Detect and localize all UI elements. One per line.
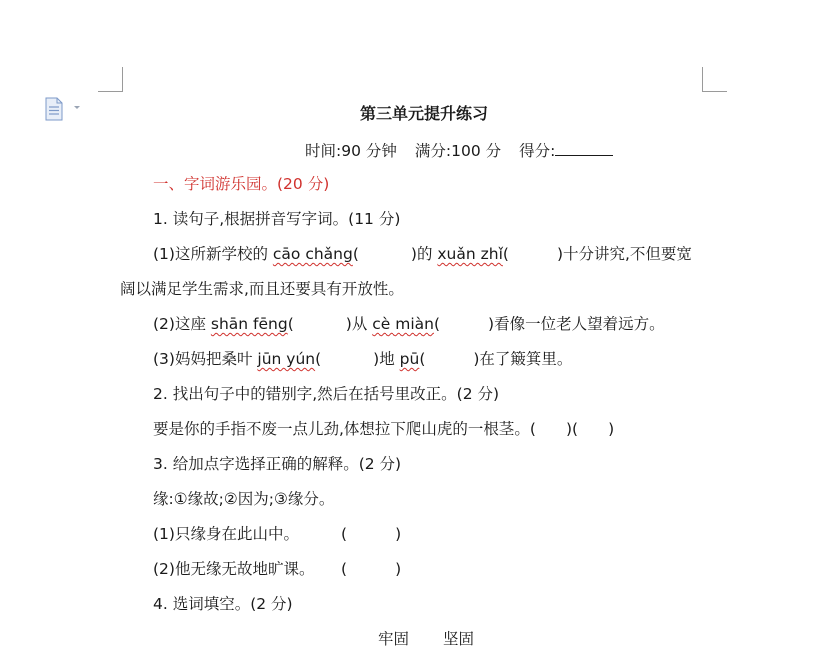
item-text: )十分讲究,不但要宽 bbox=[556, 245, 692, 263]
question-3-item-1 bbox=[153, 524, 401, 544]
word-choice: 牢固 bbox=[378, 630, 410, 648]
bracket-close: ) bbox=[608, 420, 615, 438]
question-3-options: 缘:①缘故;②因为;③缘分。 bbox=[153, 490, 335, 508]
item-text: )在了簸箕里。 bbox=[473, 350, 573, 368]
question-3-heading: 3. 给加点字选择正确的解释。(2 分) bbox=[153, 455, 402, 473]
item-text: )地 bbox=[373, 350, 400, 368]
question-1-item-1 bbox=[153, 244, 692, 264]
full-score-info: 满分:100 分 bbox=[414, 142, 502, 160]
question-3-item-2 bbox=[153, 559, 401, 579]
item-text: (2)他无缘无故地旷课。 bbox=[153, 560, 315, 578]
bracket-open: ( bbox=[352, 245, 359, 263]
pinyin: shān fēng bbox=[210, 315, 288, 333]
item-text: )看像一位老人望着远方。 bbox=[488, 315, 665, 333]
pinyin: pū bbox=[399, 350, 420, 368]
question-1-item-1-continued: 阔以满足学生需求,而且还要具有开放性。 bbox=[120, 280, 404, 298]
bracket-open: ( bbox=[287, 315, 294, 333]
question-1-heading: 1. 读句子,根据拼音写字词。(11 分) bbox=[153, 210, 401, 228]
meta-line bbox=[305, 139, 613, 161]
document-options-icon[interactable] bbox=[45, 97, 85, 121]
item-text: )从 bbox=[345, 315, 373, 333]
document-title: 第三单元提升练习 bbox=[360, 104, 489, 123]
sentence-text: 要是你的手指不废一点儿劲,体想拉下爬山虎的一根茎。( bbox=[153, 420, 536, 438]
bracket-open: ( bbox=[502, 245, 509, 263]
item-text: (2)这座 bbox=[153, 315, 211, 333]
question-2-heading: 2. 找出句子中的错别字,然后在括号里改正。(2 分) bbox=[153, 385, 500, 403]
bracket-open: ( bbox=[433, 315, 441, 333]
bracket-close: ) bbox=[395, 560, 402, 578]
bracket-open: ( bbox=[341, 525, 348, 543]
question-4-heading: 4. 选词填空。(2 分) bbox=[153, 595, 293, 613]
item-text: )的 bbox=[410, 245, 438, 263]
word-choices bbox=[378, 629, 474, 649]
bracket-open: ( bbox=[419, 350, 426, 368]
question-1-item-3 bbox=[153, 349, 572, 369]
bracket-close: ) bbox=[395, 525, 402, 543]
question-2-sentence bbox=[153, 419, 614, 439]
margin-corner-top-left bbox=[98, 67, 123, 92]
margin-corner-top-right bbox=[702, 67, 727, 92]
pinyin: jūn yún bbox=[257, 350, 316, 368]
item-text: (1)只缘身在此山中。 bbox=[153, 525, 299, 543]
score-label: 得分: bbox=[519, 142, 556, 160]
bracket-open: ( bbox=[315, 350, 322, 368]
section-heading: 一、字词游乐园。(20 分) bbox=[153, 175, 330, 193]
question-1-item-2 bbox=[153, 314, 665, 334]
item-text: (3)妈妈把桑叶 bbox=[153, 350, 258, 368]
bracket-separator: )( bbox=[565, 420, 579, 438]
score-blank[interactable] bbox=[555, 139, 613, 156]
word-choice: 坚固 bbox=[443, 630, 475, 648]
pinyin: xuǎn zhǐ bbox=[437, 245, 503, 263]
pinyin: cāo chǎng bbox=[272, 245, 353, 263]
item-text: (1)这所新学校的 bbox=[153, 245, 273, 263]
time-info: 时间:90 分钟 bbox=[305, 142, 397, 160]
pinyin: cè miàn bbox=[372, 315, 434, 333]
bracket-open: ( bbox=[341, 560, 348, 578]
